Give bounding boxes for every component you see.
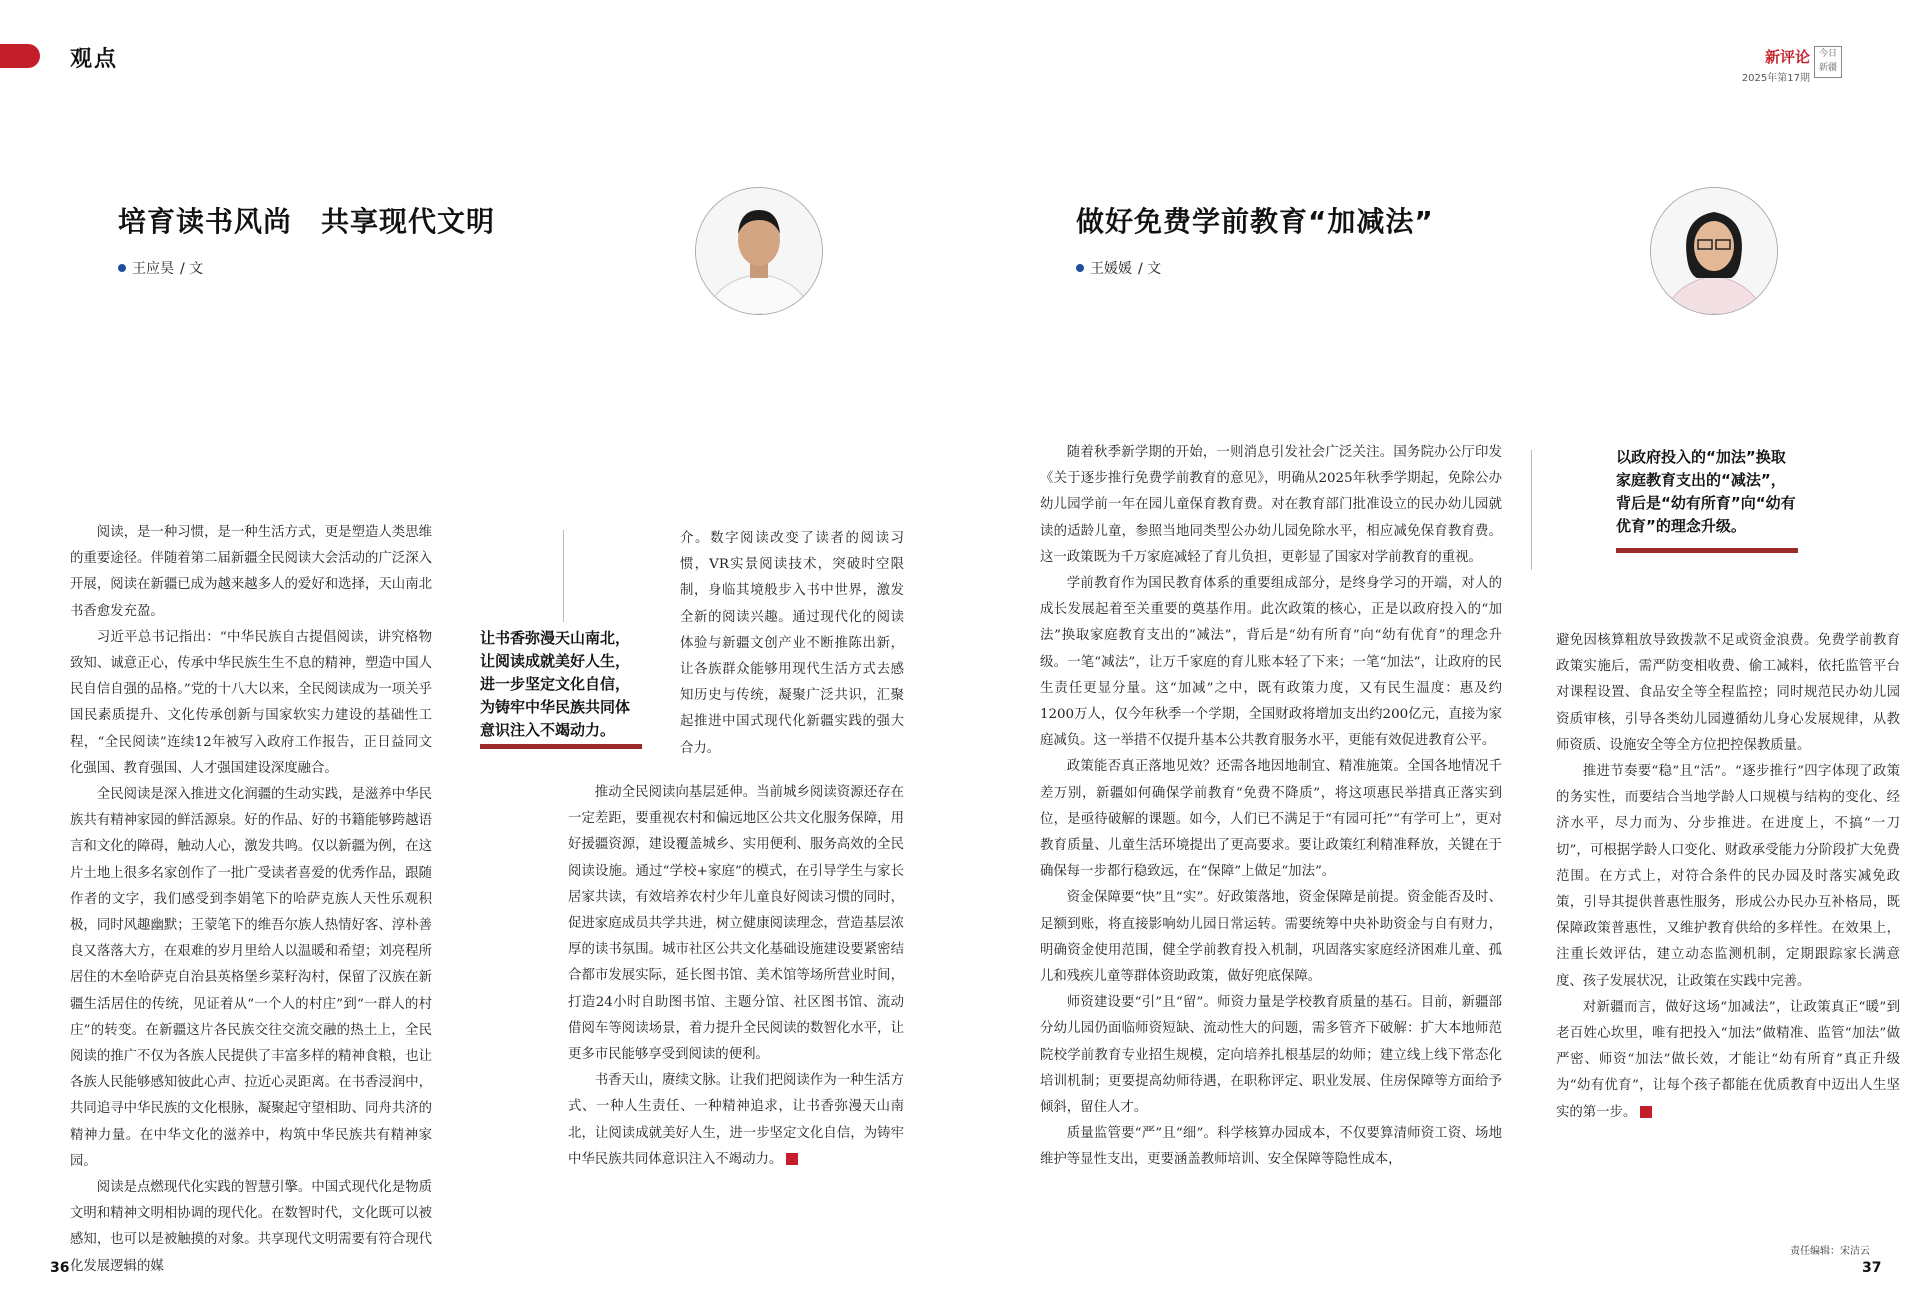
left-article-title: 培育读书风尚 共享现代文明 [118,205,496,238]
left-author-suffix: / 文 [180,261,204,277]
paragraph: 阅读是点燃现代化实践的智慧引擎。中国式现代化是物质文明和精神文明相协调的现代化。在数智时代，文化既可以被感知，也可以是被触摸的对象。共享现代文明需要有符合现代化发展逻辑的媒 [70,1180,432,1274]
responsible-editor: 责任编辑：宋洁云 [1790,1246,1870,1257]
end-mark-icon [1640,1106,1652,1118]
closing-text: 书香天山，赓续文脉。让我们把阅读作为一种生活方式、一种人生责任、一种精神追求，让书香弥漫天山南北，让阅读成就美好人生，进一步坚定文化自信，为铸牢中华民族共同体意识注入不竭动力。 [568,1073,904,1167]
paragraph: 随着秋季新学期的开始，一则消息引发社会广泛关注。国务院办公厅印发《关于逐步推行免费学前教育的意见》，明确从2025年秋季学期起，免除公办幼儿园学前一年在园儿童保育教育费。对在教育部门批准设立的民办幼儿园就读的适龄儿童，参照当地同类型公办幼儿园免除水平，相应减免保育教育费。这一政策既为千万家庭减轻了育儿负担，更彰显了国家对学前教育的重视。 [1040,445,1502,565]
paragraph: 质量监管要“严”且“细”。科学核算办园成本，不仅要算清师资工资、场地维护等显性支出，更要涵盖教师培训、安全保障等隐性成本， [1040,1126,1502,1168]
left-byline [118,258,203,278]
pull-quote-underline [480,744,642,749]
left-pull-quote: 让书香弥漫天山南北，让阅读成就美好人生，进一步坚定文化自信，为铸牢中华民族共同体意识注入不竭动力。 [480,629,631,739]
paragraph [568,1068,904,1173]
section-tab [0,44,40,68]
section-label: 观点 [70,46,119,72]
issue-label: 2025年第17期 [1741,73,1810,84]
page-number-right: 37 [1862,1260,1882,1276]
end-mark-icon [786,1153,798,1165]
right-author-portrait [1650,187,1778,315]
left-column-2 [568,780,904,1173]
paragraph [1556,995,1900,1126]
left-author: 王应昊 [132,261,174,277]
brand-name: 新评论 [1764,48,1810,66]
paragraph: 推动全民阅读向基层延伸。当前城乡阅读资源还存在一定差距，要重视农村和偏远地区公共文化服务保障，用好援疆资源，建设覆盖城乡、实用便利、服务高效的全民阅读设施。通过“学校+家庭”的模式，在引导学生与家长居家共读，有效培养农村少年儿童良好阅读习惯的同时，促进家庭成员共学共进，树立健康阅读理念，营造基层浓厚的读书氛围。城市社区公共文化基础设施建设要紧密结合都市发展实际，延长图书馆、美术馆等场所营业时间，打造24小时自助图书馆、主题分馆、社区图书馆、流动借阅车等阅读场景，着力提升全民阅读的数智化水平，让更多市民能够享受到阅读的便利。 [568,785,904,1063]
paragraph: 避免因核算粗放导致拨款不足或资金浪费。免费学前教育政策实施后，需严防变相收费、偷工减料，依托监管平台对课程设置、食品安全等全程监控；同时规范民办幼儿园资质审核，引导各类幼儿园遵循幼儿身心发展规律，从教师资质、设施安全等全方位把控保教质量。 [1556,633,1900,753]
right-article-title: 做好免费学前教育“加减法” [1076,205,1434,238]
right-author: 王媛媛 [1090,261,1132,277]
left-column-1 [70,520,432,1280]
paragraph: 推进节奏要“稳”且“活”。“逐步推行”四字体现了政策的务实性，而要结合当地学龄人口规模与结构的变化、经济水平，尽力而为、分步推进。在进度上，不搞“一刀切”，可根据学龄人口变化、财政承受能力分阶段扩大免费范围。在方式上，对符合条件的民办园及时落实减免政策，引导其提供普惠性服务，形成公办民办互补格局，既保障政策普惠性，又维护教育供给的多样性。在效果上，注重长效评估，建立动态监测机制，定期跟踪家长满意度、孩子发展状况，让政策在实践中完善。 [1556,764,1900,989]
closing-text: 对新疆而言，做好这场“加减法”，让政策真正“暖”到老百姓心坎里，唯有把投入“加法”做精准、监管“加法”做严密、师资“加法”做长效，才能让“幼有所育”真正升级为“幼有优育”，让每个孩子都能在优质教育中迈出人生坚实的第一步。 [1556,999,1900,1120]
byline-dot-icon [1076,264,1084,272]
page-number-left: 36 [50,1260,70,1276]
paragraph: 阅读，是一种习惯，是一种生活方式，更是塑造人类思维的重要途径。伴随着第二届新疆全民阅读大会活动的广泛深入开展，阅读在新疆已成为越来越多人的爱好和选择，天山南北书香愈发充盈。 [70,525,432,619]
paragraph: 习近平总书记指出：“中华民族自古提倡阅读，讲究格物致知、诚意正心，传承中华民族生生不息的精神，塑造中国人民自信自强的品格。”党的十八大以来，全民阅读成为一项关乎国民素质提升、文化传承创新与国家软实力建设的基础性工程，“全民阅读”连续12年被写入政府工作报告，正日益同文化强国、教育强国、人才强国建设深度融合。 [70,629,432,776]
byline-dot-icon [118,264,126,272]
pull-quote-underline [1616,548,1798,553]
right-column-2 [1556,628,1900,1126]
paragraph: 全民阅读是深入推进文化润疆的生动实践，是滋养中华民族共有精神家园的鲜活源泉。好的作品、好的书籍能够跨越语言和文化的障碍，触动人心，激发共鸣。仅以新疆为例，在这片土地上很多名家创作了一批广受读者喜爱的优秀作品，跟随作者的文字，我们感受到李娟笔下的哈萨克族人天性乐观积极，同时风趣幽默；王蒙笔下的维吾尔族人热情好客、淳朴善良又落落大方，在艰难的岁月里给人以温暖和希望；刘亮程所居住的木垒哈萨克自治县英格堡乡菜籽沟村，保留了汉族在新疆生活居住的传统，见证着从“一个人的村庄”到“一群人的村庄”的转变。在新疆这片各民族交往交流交融的热土上，全民阅读的推广不仅为各族人民提供了丰富多样的精神食粮，也让各族人民能够感知彼此心声、拉近心灵距离。在书香浸润中，共同追寻中华民族的文化根脉，凝聚起守望相助、同舟共济的精神力量。在中华文化的滋养中，构筑中华民族共有精神家园。 [70,787,432,1169]
brand-logo: 今日新疆 [1814,46,1842,78]
right-column-1 [1040,440,1502,1174]
left-column-2-top [680,526,904,762]
paragraph: 政策能否真正落地见效？还需各地因地制宜、精准施策。全国各地情况千差万别，新疆如何确保学前教育“免费不降质”，将这项惠民举措真正落实到位，是亟待破解的课题。如今，人们已不满足于“有园可托”“有学可上”，更对教育质量、儿童生活环境提出了更高要求。要让政策红利精准释放，关键在于确保每一步都行稳致远，在“保障”上做足“加法”。 [1040,759,1502,880]
right-pull-quote: 以政府投入的“加法”换取家庭教育支出的“减法”，背后是“幼有所育”向“幼有优育”的理念升级。 [1616,448,1796,535]
right-author-suffix: / 文 [1138,261,1162,277]
magazine-brand [1742,46,1810,84]
paragraph: 资金保障要“快”且“实”。好政策落地，资金保障是前提。资金能否及时、足额到账，将直接影响幼儿园日常运转。需要统筹中央补助资金与自有财力，明确资金使用范围，健全学前教育投入机制，巩固落实家庭经济困难儿童、孤儿和残疾儿童等群体资助政策，做好兜底保障。 [1040,890,1502,985]
left-author-portrait [695,187,823,315]
paragraph: 师资建设要“引”且“留”。师资力量是学校教育质量的基石。目前，新疆部分幼儿园仍面临师资短缺、流动性大的问题，需多管齐下破解：扩大本地师范院校学前教育专业招生规模，定向培养扎根基层的幼师；建立线上线下常态化培训机制；更要提高幼师待遇，在职称评定、职业发展、住房保障等方面给予倾斜，留住人才。 [1040,995,1502,1116]
right-byline [1076,258,1161,278]
paragraph: 介。数字阅读改变了读者的阅读习惯，VR实景阅读技术，突破时空限制，身临其境般步入书中世界，激发全新的阅读兴趣。通过现代化的阅读体验与新疆文创产业不断推陈出新，让各族群众能够用现代生活方式去感知历史与传统，凝聚广泛共识，汇聚起推进中国式现代化新疆实践的强大合力。 [680,531,904,756]
paragraph: 学前教育作为国民教育体系的重要组成部分，是终身学习的开端，对人的成长发展起着至关重要的奠基作用。此次政策的核心，正是以政府投入的“加法”换取家庭教育支出的“减法”，背后是“幼有所育”向“幼有优育”的理念升级。一笔“减法”，让万千家庭的育儿账本轻了下来；一笔“加法”，让政府的民生责任更显分量。这“加减”之中，既有政策力度，又有民生温度：惠及约1200万人，仅今年秋季一个学期，全国财政将增加支出约200亿元，直接为家庭减负。这一举措不仅提升基本公共教育服务水平，更能有效促进教育公平。 [1040,576,1502,749]
pull-quote-rule [1531,450,1532,570]
pull-quote-rule [563,530,564,622]
